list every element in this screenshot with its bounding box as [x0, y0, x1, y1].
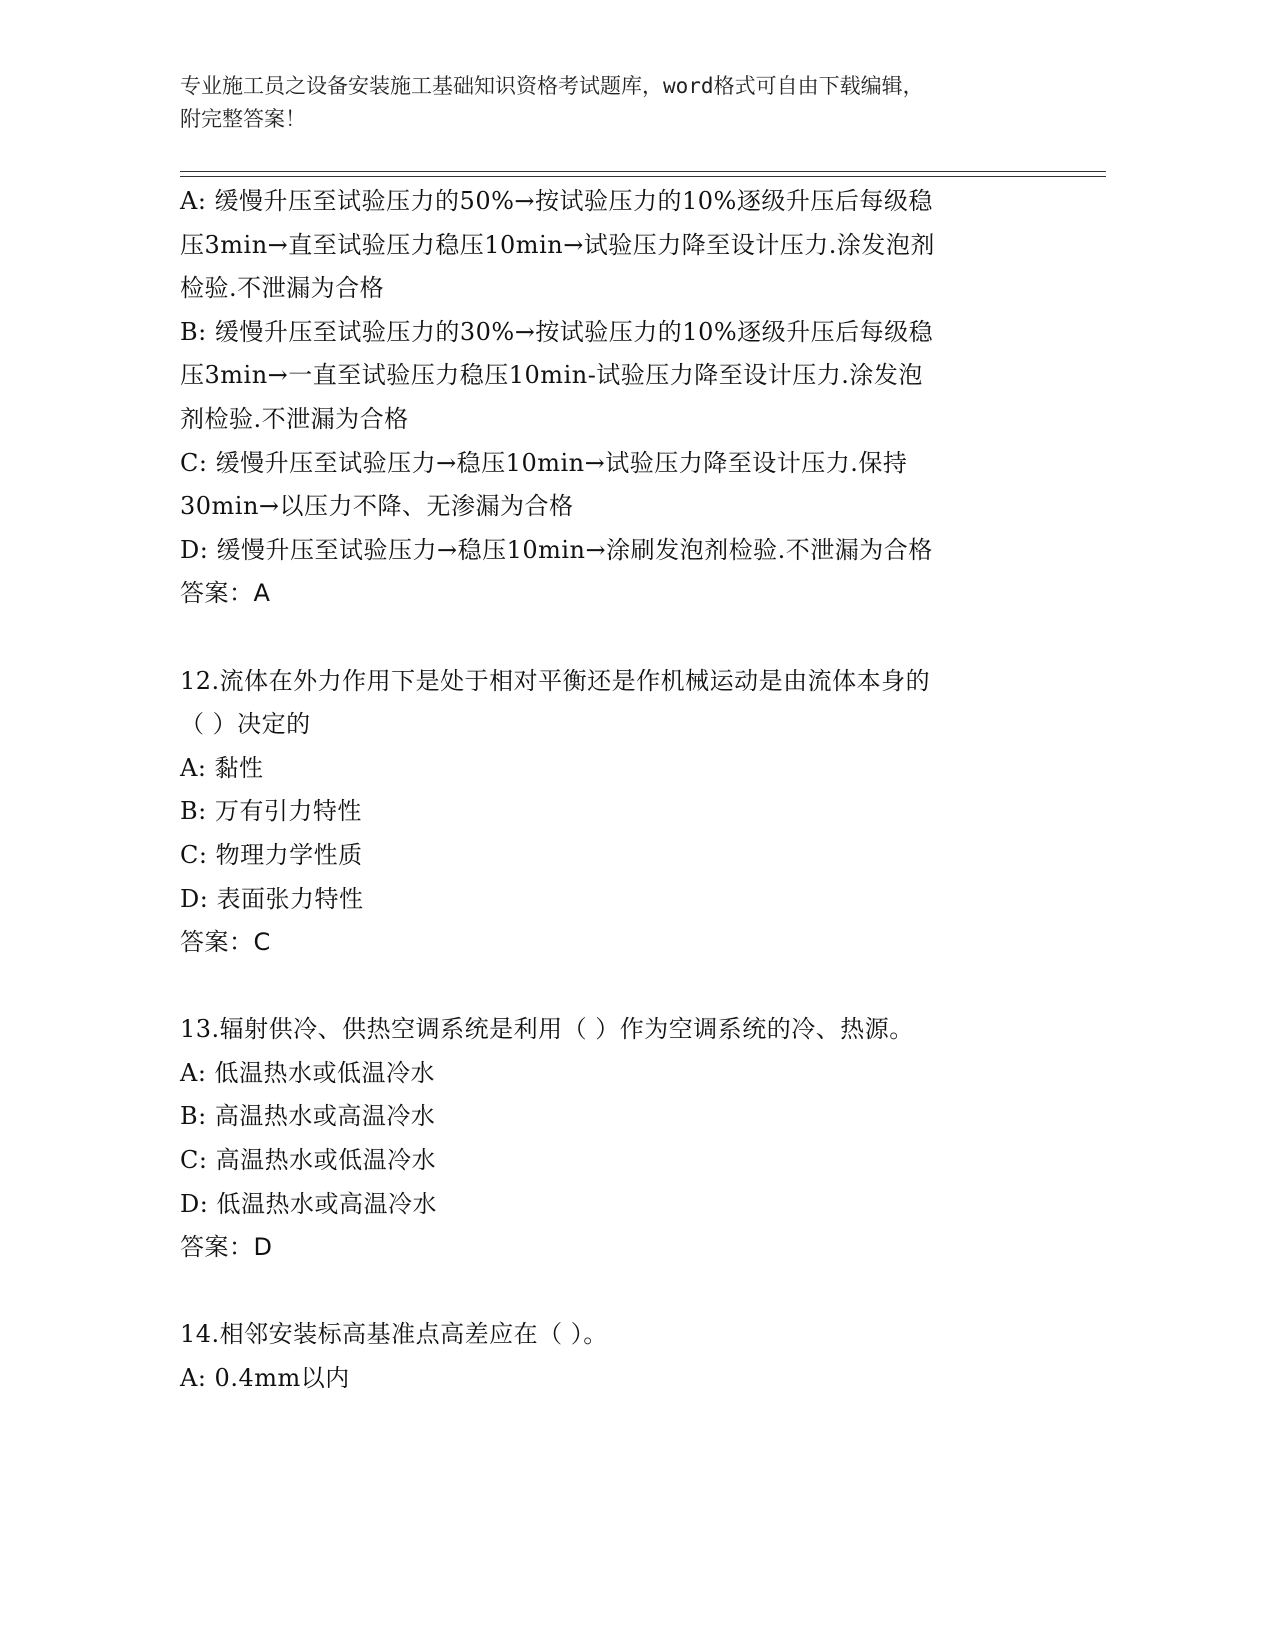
option-b-line-1: B: 缓慢升压至试验压力的30%→按试验压力的10%逐级升压后每级稳 — [180, 317, 934, 346]
option-d: D: 低温热水或高温冷水 — [180, 1189, 437, 1218]
question-stem-line-2: （ ）决定的 — [180, 710, 311, 739]
option-c: C: 高温热水或低温冷水 — [180, 1146, 437, 1175]
question-stem-line-1: 12.流体在外力作用下是处于相对平衡还是作机械运动是由流体本身的 — [180, 666, 931, 695]
spacer — [180, 616, 1040, 660]
answer: 答案：A — [180, 579, 271, 608]
answer: 答案：D — [180, 1233, 273, 1262]
header-line-1: 专业施工员之设备安装施工基础知识资格考试题库，word格式可自由下载编辑， — [180, 74, 924, 98]
option-d: D: 缓慢升压至试验压力→稳压10min→涂刷发泡剂检验.不泄漏为合格 — [180, 535, 933, 564]
question-12 — [180, 660, 1040, 965]
option-b: B: 万有引力特性 — [180, 797, 362, 826]
option-a-line-2: 压3min→直至试验压力稳压10min→试验压力降至设计压力.涂发泡剂 — [180, 230, 935, 259]
header-rule-bottom — [180, 176, 1106, 177]
option-a: A: 黏性 — [180, 753, 264, 782]
question-14 — [180, 1313, 1040, 1400]
option-a: A: 低温热水或低温冷水 — [180, 1058, 436, 1087]
question-stem: 13.辐射供冷、供热空调系统是利用（ ）作为空调系统的冷、热源。 — [180, 1015, 914, 1044]
header-rule-top — [180, 171, 1106, 172]
question-11 — [180, 180, 1040, 616]
spacer — [180, 965, 1040, 1009]
question-stem: 14.相邻安装标高基准点高差应在（ ）。 — [180, 1320, 608, 1349]
option-c-line-2: 30min→以压力不降、无渗漏为合格 — [180, 492, 574, 521]
option-a: A: 0.4mm以内 — [180, 1364, 350, 1393]
spacer — [180, 1270, 1040, 1314]
question-13 — [180, 1008, 1040, 1270]
option-b-line-3: 剂检验.不泄漏为合格 — [180, 404, 409, 433]
option-a-line-3: 检验.不泄漏为合格 — [180, 274, 385, 303]
document-header — [180, 70, 1040, 136]
option-c: C: 物理力学性质 — [180, 840, 363, 869]
option-b: B: 高温热水或高温冷水 — [180, 1102, 436, 1131]
option-a-line-1: A: 缓慢升压至试验压力的50%→按试验压力的10%逐级升压后每级稳 — [180, 187, 933, 215]
question-list — [180, 180, 1040, 1401]
answer: 答案：C — [180, 928, 271, 957]
option-c-line-1: C: 缓慢升压至试验压力→稳压10min→试验压力降至设计压力.保持 — [180, 448, 908, 477]
option-d: D: 表面张力特性 — [180, 884, 364, 913]
option-b-line-2: 压3min→一直至试验压力稳压10min-试验压力降至设计压力.涂发泡 — [180, 361, 923, 390]
header-line-2: 附完整答案！ — [180, 107, 306, 131]
